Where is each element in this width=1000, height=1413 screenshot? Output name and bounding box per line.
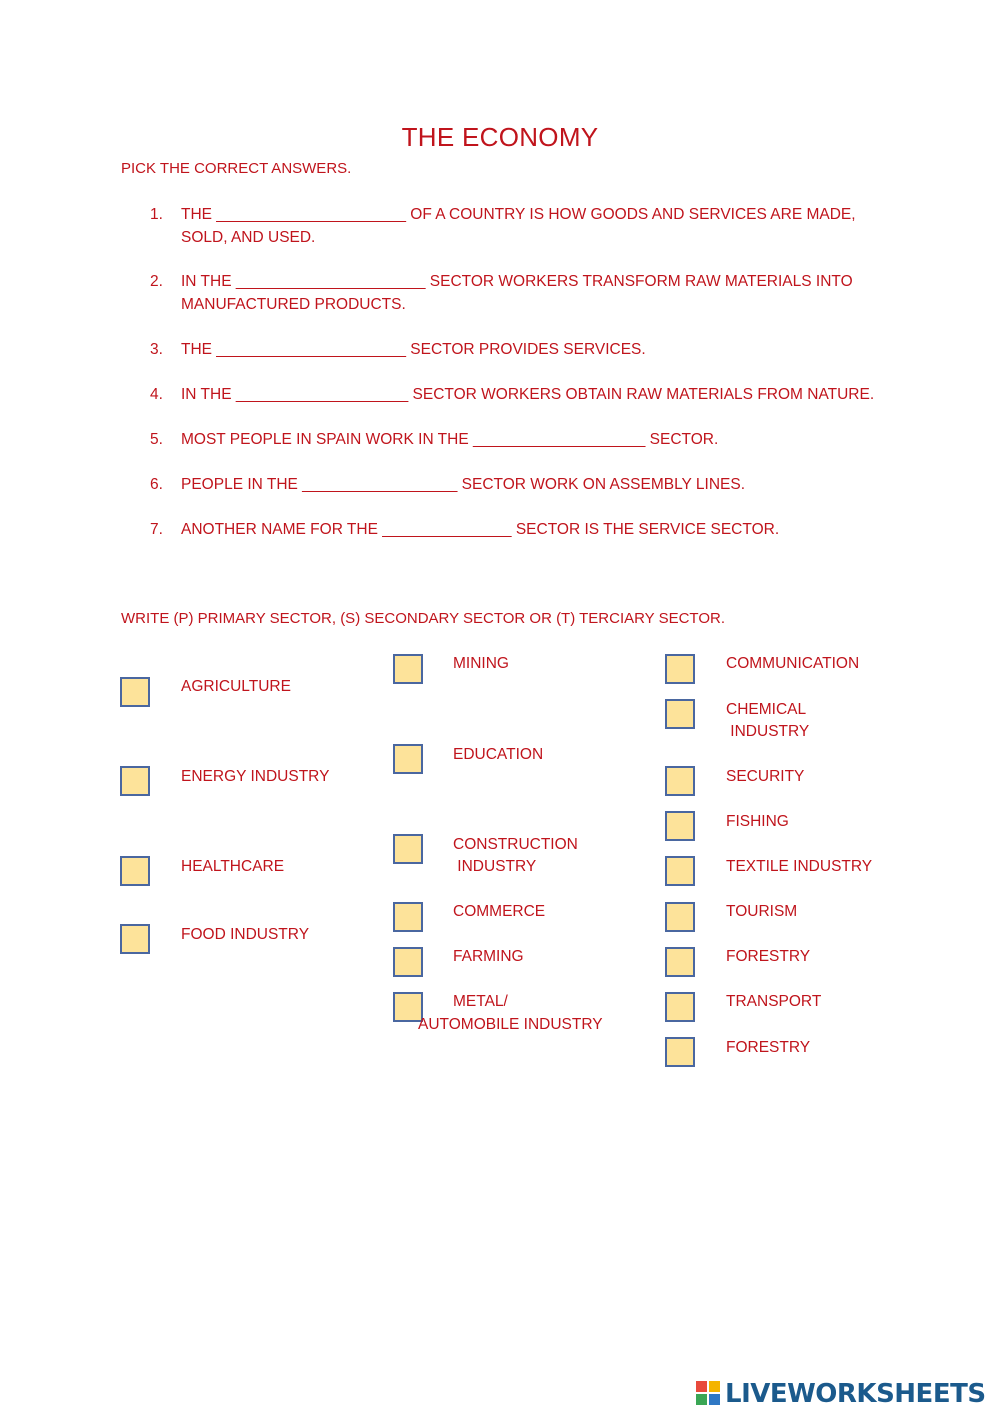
liveworksheets-logo[interactable] bbox=[696, 1379, 986, 1409]
answer-box-transport[interactable] bbox=[665, 992, 695, 1022]
answer-box-communication[interactable] bbox=[665, 654, 695, 684]
answer-box-energy-industry[interactable] bbox=[120, 766, 150, 796]
answer-box-food-industry[interactable] bbox=[120, 924, 150, 954]
item-label-line1: CHEMICAL bbox=[726, 701, 807, 718]
item-label-chemical-industry bbox=[726, 699, 809, 743]
question-text: THE ______________________ OF A COUNTRY IS HOW GOODS AND SERVICES ARE MADE, SOLD, AND USED. bbox=[181, 206, 856, 246]
question-text: ANOTHER NAME FOR THE _______________ SECTOR IS THE SERVICE SECTOR. bbox=[181, 521, 780, 538]
question-text: PEOPLE IN THE __________________ SECTOR WORK ON ASSEMBLY LINES. bbox=[181, 476, 746, 493]
question-text: THE ______________________ SECTOR PROVIDES SERVICES. bbox=[181, 341, 646, 358]
question-number: 6. bbox=[150, 476, 163, 493]
answer-box-healthcare[interactable] bbox=[120, 856, 150, 886]
question-number: 2. bbox=[150, 273, 163, 290]
item-label-construction-industry bbox=[453, 834, 578, 878]
question-item bbox=[150, 383, 890, 406]
answer-box-textile-industry[interactable] bbox=[665, 856, 695, 886]
section2-instruction: WRITE (P) PRIMARY SECTOR, (S) SECONDARY SECTOR OR (T) TERCIARY SECTOR. bbox=[121, 610, 725, 627]
item-label-textile-industry: TEXTILE INDUSTRY bbox=[726, 858, 873, 875]
item-label-metal: METAL/ bbox=[453, 993, 508, 1010]
answer-box-agriculture[interactable] bbox=[120, 677, 150, 707]
question-number: 1. bbox=[150, 206, 163, 223]
answer-box-security[interactable] bbox=[665, 766, 695, 796]
answer-box-forestry[interactable] bbox=[665, 947, 695, 977]
question-item bbox=[150, 428, 890, 451]
item-label-communication: COMMUNICATION bbox=[726, 655, 860, 672]
question-text: IN THE ____________________ SECTOR WORKERS OBTAIN RAW MATERIALS FROM NATURE. bbox=[181, 386, 875, 403]
answer-box-farming[interactable] bbox=[393, 947, 423, 977]
item-label-fishing: FISHING bbox=[726, 813, 789, 830]
item-label-food-industry: FOOD INDUSTRY bbox=[181, 926, 310, 943]
page-title: THE ECONOMY bbox=[401, 122, 599, 152]
question-item bbox=[150, 518, 890, 541]
item-label-transport: TRANSPORT bbox=[726, 993, 822, 1010]
question-item bbox=[150, 203, 890, 249]
question-item bbox=[150, 473, 890, 496]
question-text: IN THE ______________________ SECTOR WORKERS TRANSFORM RAW MATERIALS INTO MANUFACTURED PRODUCTS. bbox=[181, 273, 853, 313]
answer-box-forestry-2[interactable] bbox=[665, 1037, 695, 1067]
answer-box-education[interactable] bbox=[393, 744, 423, 774]
item-label-forestry-2: FORESTRY bbox=[726, 1039, 811, 1056]
liveworksheets-logo-icon bbox=[696, 1381, 722, 1407]
item-label-farming: FARMING bbox=[453, 948, 524, 965]
answer-box-fishing[interactable] bbox=[665, 811, 695, 841]
item-label-automobile-industry: AUTOMOBILE INDUSTRY bbox=[418, 1016, 603, 1033]
item-label-line2: INDUSTRY bbox=[453, 858, 537, 875]
answer-box-construction-industry[interactable] bbox=[393, 834, 423, 864]
item-label-security: SECURITY bbox=[726, 768, 805, 785]
question-number: 5. bbox=[150, 431, 163, 448]
item-label-line1: CONSTRUCTION bbox=[453, 836, 578, 853]
item-label-mining: MINING bbox=[453, 655, 509, 672]
question-text: MOST PEOPLE IN SPAIN WORK IN THE ____________________ SECTOR. bbox=[181, 431, 719, 448]
answer-box-commerce[interactable] bbox=[393, 902, 423, 932]
item-label-forestry: FORESTRY bbox=[726, 948, 811, 965]
question-item bbox=[150, 270, 890, 316]
item-label-education: EDUCATION bbox=[453, 746, 544, 763]
item-label-agriculture: AGRICULTURE bbox=[181, 678, 291, 695]
answer-box-chemical-industry[interactable] bbox=[665, 699, 695, 729]
item-label-energy-industry: ENERGY INDUSTRY bbox=[181, 768, 330, 785]
item-label-healthcare: HEALTHCARE bbox=[181, 858, 285, 875]
item-label-commerce: COMMERCE bbox=[453, 903, 546, 920]
logo-text: LIVEWORKSHEETS bbox=[725, 1379, 986, 1409]
question-item bbox=[150, 338, 890, 361]
question-number: 3. bbox=[150, 341, 163, 358]
item-label-tourism: TOURISM bbox=[726, 903, 798, 920]
question-number: 4. bbox=[150, 386, 163, 403]
question-number: 7. bbox=[150, 521, 163, 538]
answer-box-mining[interactable] bbox=[393, 654, 423, 684]
section1-instruction: PICK THE CORRECT ANSWERS. bbox=[121, 160, 352, 177]
answer-box-tourism[interactable] bbox=[665, 902, 695, 932]
item-label-line2: INDUSTRY bbox=[726, 723, 810, 740]
